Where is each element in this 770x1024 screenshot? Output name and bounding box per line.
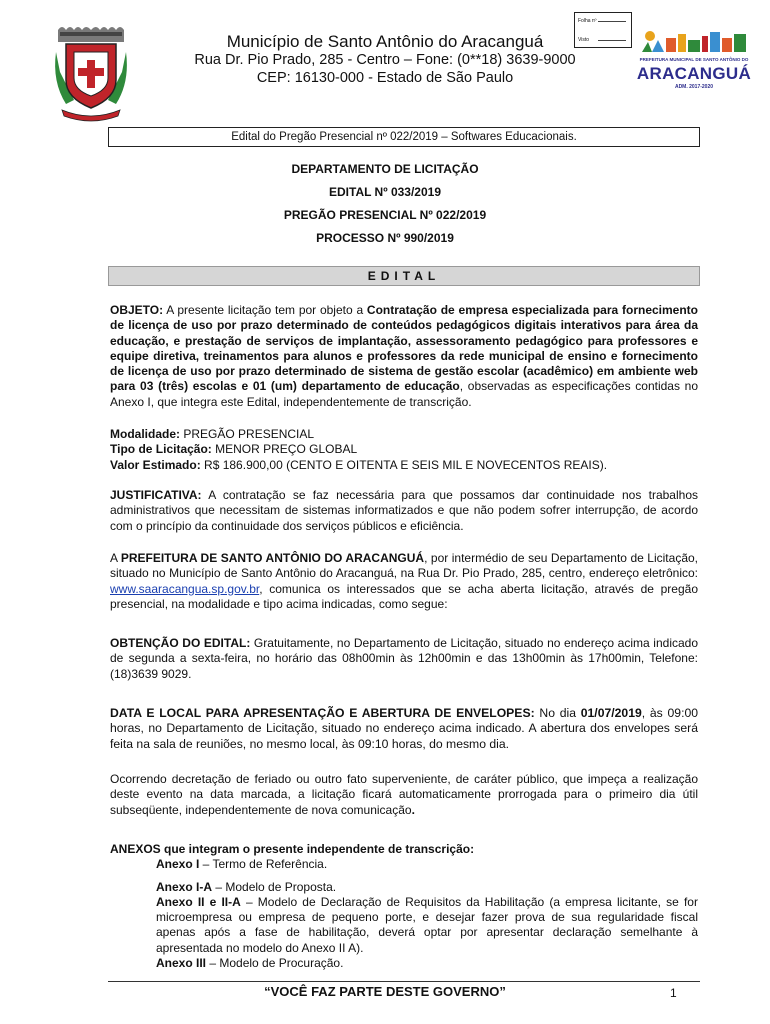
tipo-licitacao-label: Tipo de Licitação:: [110, 442, 212, 457]
ocorrendo-paragraph: [110, 772, 698, 818]
objeto-label: OBJETO:: [110, 303, 164, 317]
stamp-label-folha: Folha nº: [578, 18, 597, 24]
cep-line: CEP: 16130-000 - Estado de São Paulo: [256, 70, 514, 86]
anexo-text: – Modelo de Procuração.: [206, 956, 344, 971]
anexo-text: – Modelo de Proposta.: [212, 879, 337, 894]
modalidade-block: [110, 427, 698, 473]
edital-subject-box: Edital do Pregão Presencial nº 022/2019 – Softwares Educacionais.: [108, 127, 700, 147]
data-local-paragraph: [110, 706, 698, 752]
brand-name: ARACANGUÁ: [636, 64, 752, 83]
objeto-description: Contratação de empresa especializada para fornecimento de licença de uso por prazo determinado de conteúdos pedagógicos digitais interativos para área da educação, e prestação de serviços de implantação, assessoramento pedagógico para professores e equipe diretiva, treinamentos para alunos e professores da rede municipal de ensino e fornecimento de licença de uso por prazo determinado de sistema de gestão escolar (acadêmico) em ambiente web para 03 (três) escolas e 01 (um) departamento de educação: [110, 303, 698, 394]
modalidade-value: PREGÃO PRESENCIAL: [180, 427, 315, 441]
anexo-label: Anexo I: [156, 857, 200, 872]
department-title: DEPARTAMENTO DE LICITAÇÃO: [291, 162, 479, 176]
anexo-label: Anexo II e II-A: [156, 894, 241, 909]
objeto-tail: , observadas as especificações contidas no Anexo I, que integra este Edital, independentemente de transcrição.: [110, 379, 699, 409]
municipality-name: Município de Santo Antônio do Aracanguá: [226, 32, 544, 51]
objeto-intro: A presente licitação tem por objeto a: [163, 303, 367, 317]
valor-estimado-label: Valor Estimado:: [110, 457, 201, 472]
footer-divider: [108, 981, 700, 982]
data-local-label: DATA E LOCAL PARA APRESENTAÇÃO E ABERTURA DE ENVELOPES:: [110, 706, 535, 720]
brand-administration: ADM. 2017-2020: [674, 84, 714, 90]
opening-date: 01/07/2019: [580, 706, 642, 720]
list-item: [110, 956, 698, 971]
ocorrendo-text: Ocorrendo decretação de feriado ou outro fato superveniente, de caráter público, que impeça a realização deste evento na data marcada, a licitação ficará automaticamente prorrogada para o primeiro dia útil subseqüente, independentemente de nova comunicação: [110, 772, 698, 817]
obtencao-label: OBTENÇÃO DO EDITAL:: [110, 636, 251, 650]
data-local-pre: No dia: [534, 706, 581, 720]
anexo-label: Anexo III: [156, 956, 207, 971]
anexo-label: Anexo I-A: [156, 879, 213, 894]
edital-section-bar: EDITAL: [108, 266, 700, 286]
justificativa-paragraph: [110, 488, 698, 534]
ocorrendo-end: .: [411, 802, 415, 817]
prefeitura-tail: , comunica os interessados que se acha aberta licitação, através de pregão presencial, na modalidade e tipo acima indicadas, como segue:: [110, 581, 698, 611]
data-local-text: , às 09:00 horas, no Departamento de Licitação, situado no endereço acima indicado. A abertura dos envelopes será feita na sala de reuniões, no mesmo local, às 09:10 horas, do mesmo dia.: [110, 706, 699, 751]
website-link[interactable]: www.saaracangua.sp.gov.br: [110, 581, 260, 596]
obtencao-text: Gratuitamente, no Departamento de Licitação, situado no endereço acima indicado de segunda a sexta-feira, no horário das 08h00min às 12h00min e das 13h00min às 17h00min, Telefone: (18)3639 9029.: [110, 636, 698, 681]
valor-estimado-value: R$ 186.900,00 (CENTO E OITENTA E SEIS MIL E NOVECENTOS REAIS).: [200, 457, 608, 472]
anexos-heading: ANEXOS que integram o presente independente de transcrição:: [110, 842, 475, 856]
objeto-paragraph: [110, 303, 698, 410]
anexo-text: – Termo de Referência.: [199, 857, 328, 872]
prefeitura-paragraph: [110, 551, 698, 612]
edital-number: EDITAL Nº 033/2019: [329, 185, 441, 199]
tipo-licitacao-value: MENOR PREÇO GLOBAL: [211, 442, 358, 457]
processo-number: PROCESSO Nº 990/2019: [316, 231, 454, 245]
brand-subtitle: PREFEITURA MUNICIPAL DE SANTO ANTÔNIO DO: [639, 57, 749, 62]
obtencao-paragraph: [110, 636, 698, 682]
footer-motto: “VOCÊ FAZ PARTE DESTE GOVERNO”: [264, 984, 506, 999]
prefeitura-text: , por intermédio de seu Departamento de Licitação, situado no Município de Santo Antônio do Aracanguá, na Rua Dr. Pio Prado, 285, centro, endereço eletrônico:: [110, 551, 698, 581]
anexos-block: [110, 842, 698, 971]
address-line: Rua Dr. Pio Prado, 285 - Centro – Fone: (0**18) 3639-9000: [194, 52, 576, 68]
anexo-text: – Modelo de Declaração de Requisitos da Habilitação (a empresa licitante, se for microempresa ou empresa de pequeno porte, e desejar fazer prova de sua regularidade fiscal apenas após a fase de habilitação, deverá optar por apresentar declaração semelhante à apresentada no modelo do Anexo II A).: [156, 894, 698, 955]
justificativa-label: JUSTIFICATIVA:: [110, 488, 202, 502]
modalidade-label: Modalidade:: [110, 427, 181, 441]
page-number: 1: [670, 986, 677, 1000]
list-item: [110, 857, 698, 872]
list-item: [110, 895, 698, 956]
protocol-stamp-box: [574, 12, 632, 48]
justificativa-text: A contratação se faz necessária para que possamos dar continuidade nos trabalhos administrativos que necessitam de sistemas informatizados e que não podem sofrer interrupção, de acordo com o princípio da continuidade dos serviços públicos e eficiência.: [110, 488, 698, 533]
prefeitura-prefix: A: [110, 551, 121, 565]
stamp-label-visto: Visto: [578, 37, 590, 43]
prefeitura-name: PREFEITURA DE SANTO ANTÔNIO DO ARACANGUÁ: [120, 551, 425, 565]
pregao-number: PREGÃO PRESENCIAL Nº 022/2019: [283, 208, 487, 222]
list-item: [110, 880, 698, 895]
